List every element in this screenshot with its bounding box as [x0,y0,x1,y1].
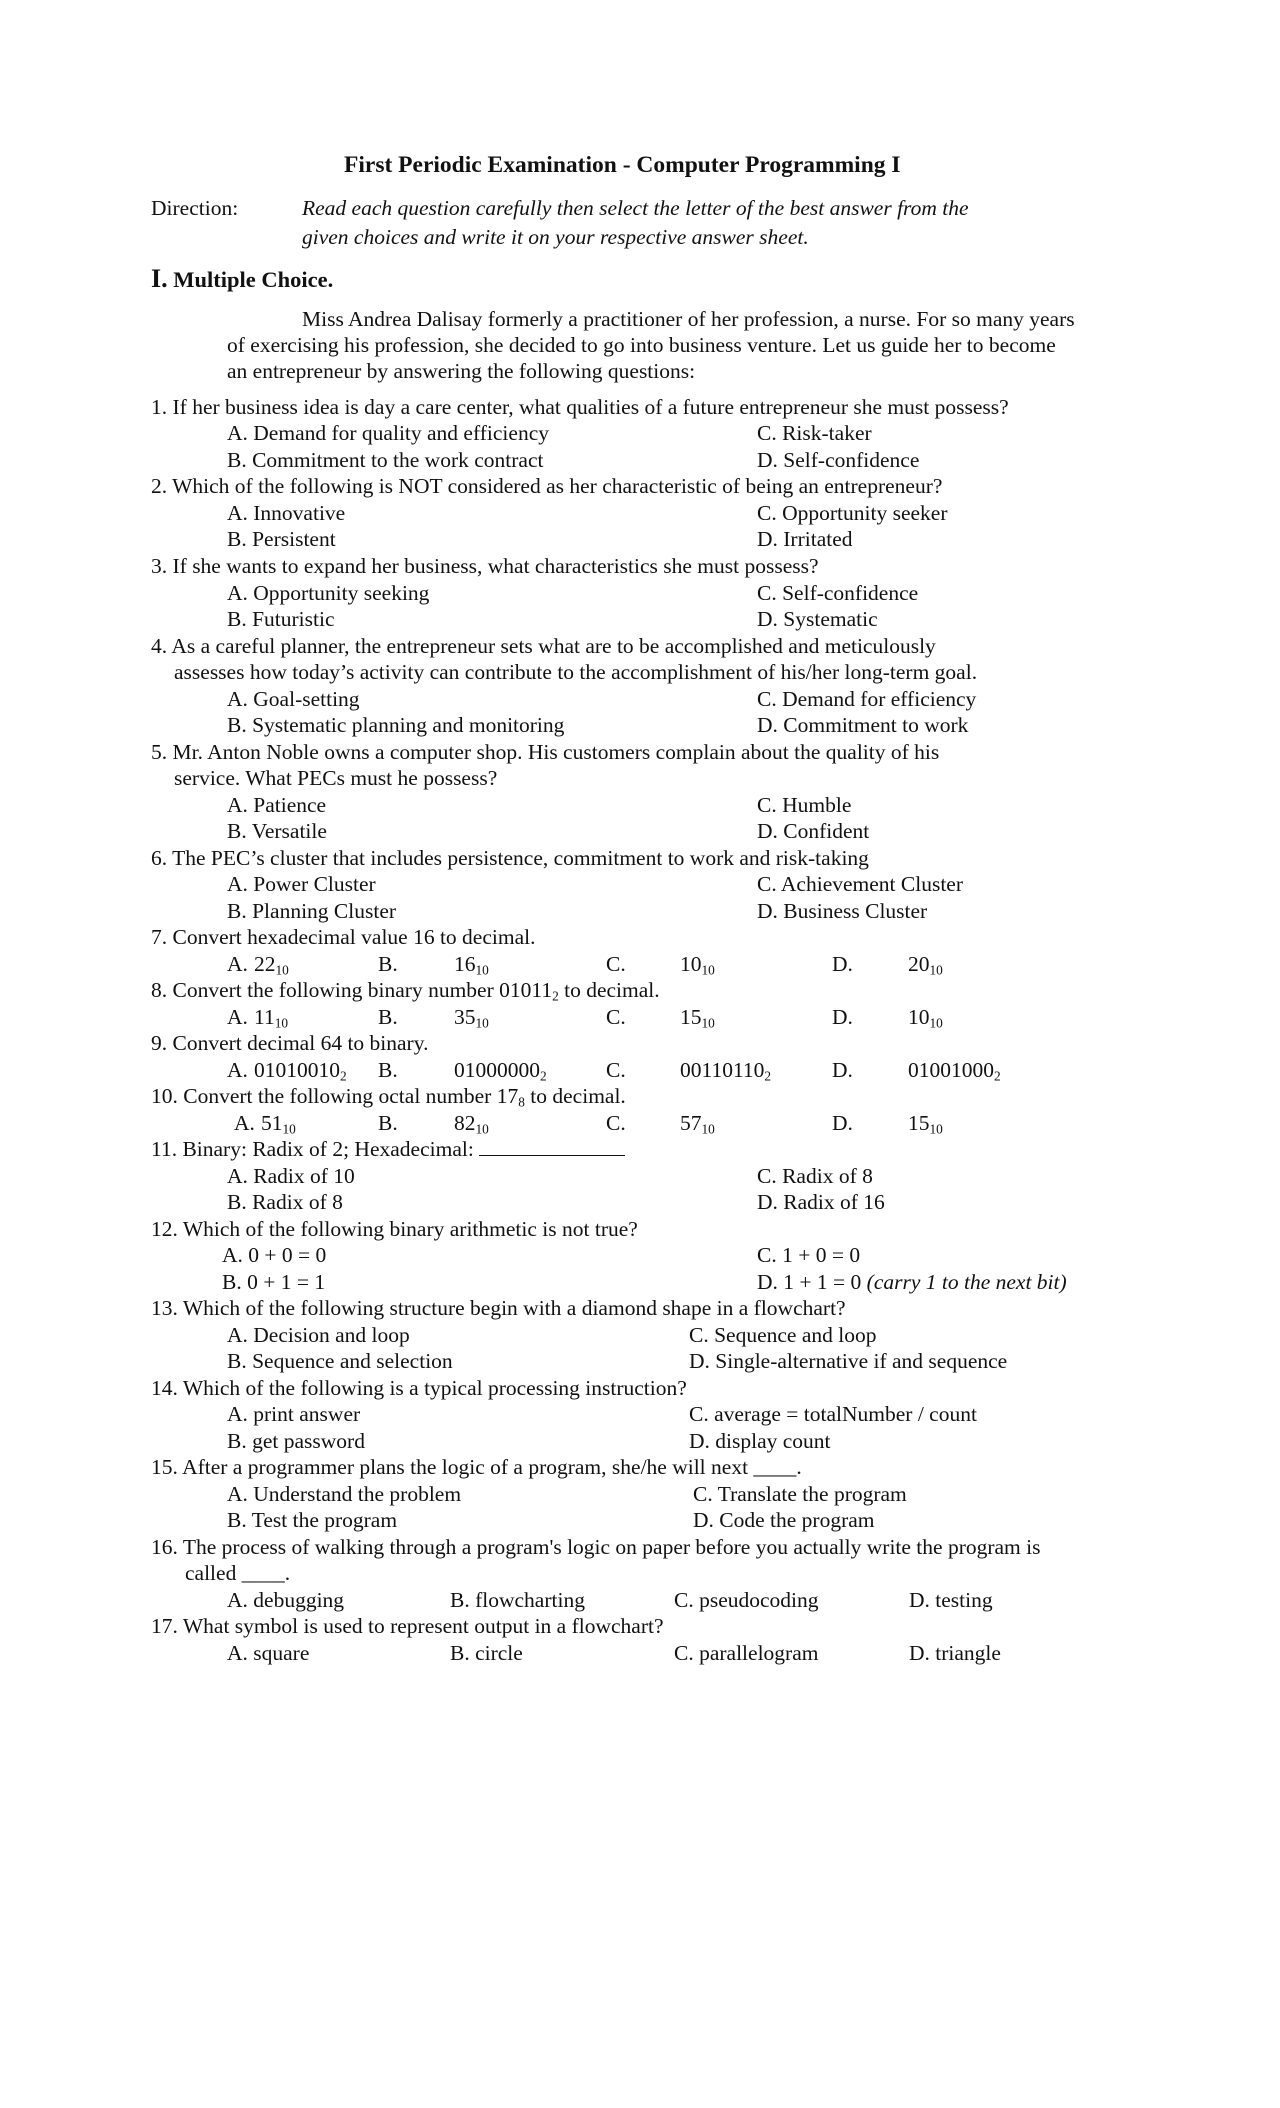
answer-choice: D. Self-confidence [757,448,920,472]
answer-choice-letter: B. [378,1005,398,1029]
direction-text: given choices and write it on your respective answer sheet. [302,225,809,249]
answer-choice: B. Persistent [227,527,336,551]
direction-label: Direction: [151,196,239,220]
question-stem: 13. Which of the following structure begin with a diamond shape in a flowchart? [151,1296,846,1320]
answer-choice: A. Radix of 10 [227,1164,355,1188]
answer-choice-value: $00110110_2$ [680,1058,772,1084]
intro-paragraph: Miss Andrea Dalisay formerly a practitioner of her profession, a nurse. For so many years [302,307,1075,331]
answer-choice: C. Translate the program [693,1482,907,1506]
answer-choice-value: $51_{10}$ [261,1111,296,1137]
question-stem: 15. After a programmer plans the logic of a program, she/he will next ____. [151,1455,802,1479]
answer-choice: C. Self-confidence [757,581,919,605]
answer-choice: B. Radix of 8 [227,1190,343,1214]
answer-choice: D. Business Cluster [757,899,928,923]
answer-choice-letter: D. [832,1111,853,1135]
answer-choice: C. parallelogram [674,1641,819,1665]
answer-choice-letter: D. [832,1005,853,1029]
answer-choice-value: $01010010_2$ [254,1058,347,1084]
question-stem: 7. Convert hexadecimal value 16 to decimal. [151,925,536,949]
question-stem: service. What PECs must he possess? [174,766,498,790]
answer-choice: A. Patience [227,793,327,817]
answer-choice-letter: A. [227,1005,248,1029]
page-title: First Periodic Examination - Computer Programming I [344,152,901,178]
answer-note: (carry 1 to the next bit) [866,1270,1067,1294]
answer-choice: D. Single-alternative if and sequence [689,1349,1008,1373]
answer-choice-value: $20_{10}$ [908,952,943,978]
answer-choice: D. Confident [757,819,870,843]
answer-choice: C. Radix of 8 [757,1164,873,1188]
answer-choice: C. average = totalNumber / count [689,1402,977,1426]
answer-choice: A. Goal-setting [227,687,360,711]
question-stem: 4. As a careful planner, the entrepreneur sets what are to be accomplished and meticulously [151,634,936,658]
answer-choice-letter: D. [832,1058,853,1082]
section-roman: I. [151,264,168,293]
answer-choice: C. 1 + 0 = 0 [757,1243,861,1267]
answer-choice: A. Demand for quality and efficiency [227,421,549,445]
answer-choice-value: $01001000_2$ [908,1058,1001,1084]
question-stem: 1. If her business idea is day a care center, what qualities of a future entrepreneur she must possess? [151,395,1009,419]
answer-choice: C. Humble [757,793,852,817]
question-stem: 9. Convert decimal 64 to binary. [151,1031,429,1055]
answer-choice: B. circle [450,1641,523,1665]
answer-choice-value: $82_{10}$ [454,1111,489,1137]
answer-choice-value: $10_{10}$ [680,952,715,978]
answer-choice: D. Code the program [693,1508,875,1532]
answer-choice-letter: C. [606,1111,626,1135]
answer-choice: D. testing [909,1588,993,1612]
answer-choice-letter: A. [227,1058,248,1082]
answer-choice: A. Understand the problem [227,1482,462,1506]
question-stem: called ____. [185,1561,291,1585]
answer-choice-value: $01000000_2$ [454,1058,547,1084]
answer-choice-value: $35_{10}$ [454,1005,489,1031]
answer-choice: C. Sequence and loop [689,1323,877,1347]
answer-choice: B. Systematic planning and monitoring [227,713,565,737]
answer-choice: C. Demand for efficiency [757,687,977,711]
answer-choice-letter: C. [606,1058,626,1082]
question-stem: 12. Which of the following binary arithmetic is not true? [151,1217,638,1241]
question-stem: 3. If she wants to expand her business, what characteristics she must possess? [151,554,819,578]
question-stem: 17. What symbol is used to represent output in a flowchart? [151,1614,664,1638]
answer-choice: B. Test the program [227,1508,398,1532]
answer-choice: A. Innovative [227,501,346,525]
answer-choice-letter: A. [234,1111,255,1135]
answer-choice: A. Decision and loop [227,1323,410,1347]
question-stem: 6. The PEC’s cluster that includes persistence, commitment to work and risk-taking [151,846,869,870]
answer-choice: A. Power Cluster [227,872,376,896]
direction-text: Read each question carefully then select the letter of the best answer from the [302,196,969,220]
question-stem: 11. Binary: Radix of 2; Hexadecimal: [151,1136,625,1162]
answer-choice-letter: D. [832,952,853,976]
intro-paragraph: of exercising his profession, she decided to go into business venture. Let us guide her to become [227,333,1056,357]
answer-choice-value: $16_{10}$ [454,952,489,978]
answer-choice-value: $15_{10}$ [908,1111,943,1137]
answer-choice: B. Planning Cluster [227,899,397,923]
answer-choice: C. Risk-taker [757,421,872,445]
answer-choice: A. Opportunity seeking [227,581,430,605]
answer-choice-value: $15_{10}$ [680,1005,715,1031]
intro-paragraph: an entrepreneur by answering the following questions: [227,359,696,383]
answer-choice-letter: B. [378,1058,398,1082]
answer-choice: D. display count [689,1429,831,1453]
answer-choice-letter: A. [227,952,248,976]
answer-choice: B. Sequence and selection [227,1349,453,1373]
answer-choice: C. Achievement Cluster [757,872,964,896]
question-stem: 10. Convert the following octal number $17_8$ to decimal. [151,1084,626,1110]
answer-choice-value: $57_{10}$ [680,1111,715,1137]
answer-choice-letter: B. [378,952,398,976]
question-stem: assesses how today’s activity can contribute to the accomplishment of his/her long-term goal. [174,660,978,684]
answer-choice: B. 0 + 1 = 1 [222,1270,326,1294]
question-stem: 5. Mr. Anton Noble owns a computer shop. His customers complain about the quality of his [151,740,940,764]
section-label: Multiple Choice. [173,267,334,292]
answer-choice-letter: C. [606,952,626,976]
answer-choice: A. debugging [227,1588,345,1612]
question-stem: 2. Which of the following is NOT considered as her characteristic of being an entrepreneur? [151,474,943,498]
answer-choice: C. pseudocoding [674,1588,819,1612]
answer-choice-value: $10_{10}$ [908,1005,943,1031]
answer-choice-letter: C. [606,1005,626,1029]
answer-choice-value: $22_{10}$ [254,952,289,978]
answer-choice: A. print answer [227,1402,361,1426]
answer-choice: A. square [227,1641,310,1665]
question-stem: 16. The process of walking through a program's logic on paper before you actually write the program is [151,1535,1041,1559]
answer-choice: D. Irritated [757,527,853,551]
answer-choice: B. Versatile [227,819,327,843]
answer-choice: D. triangle [909,1641,1001,1665]
answer-choice: B. Futuristic [227,607,335,631]
answer-choice: C. Opportunity seeker [757,501,948,525]
answer-blank [479,1137,625,1156]
answer-choice: B. get password [227,1429,365,1453]
answer-choice: D. Commitment to work [757,713,969,737]
answer-choice: D. Systematic [757,607,878,631]
answer-choice: D. Radix of 16 [757,1190,885,1214]
answer-choice-value: $11_{10}$ [254,1005,289,1031]
answer-choice: D. 1 + 1 = 0 (carry 1 to the next bit) [757,1270,1067,1294]
question-stem: 8. Convert the following binary number $01011_2$ to decimal. [151,978,660,1004]
answer-choice: B. flowcharting [450,1588,585,1612]
answer-choice: A. 0 + 0 = 0 [222,1243,327,1267]
answer-choice-letter: B. [378,1111,398,1135]
question-stem: 14. Which of the following is a typical processing instruction? [151,1376,687,1400]
section-heading [151,266,333,293]
answer-choice: B. Commitment to the work contract [227,448,544,472]
